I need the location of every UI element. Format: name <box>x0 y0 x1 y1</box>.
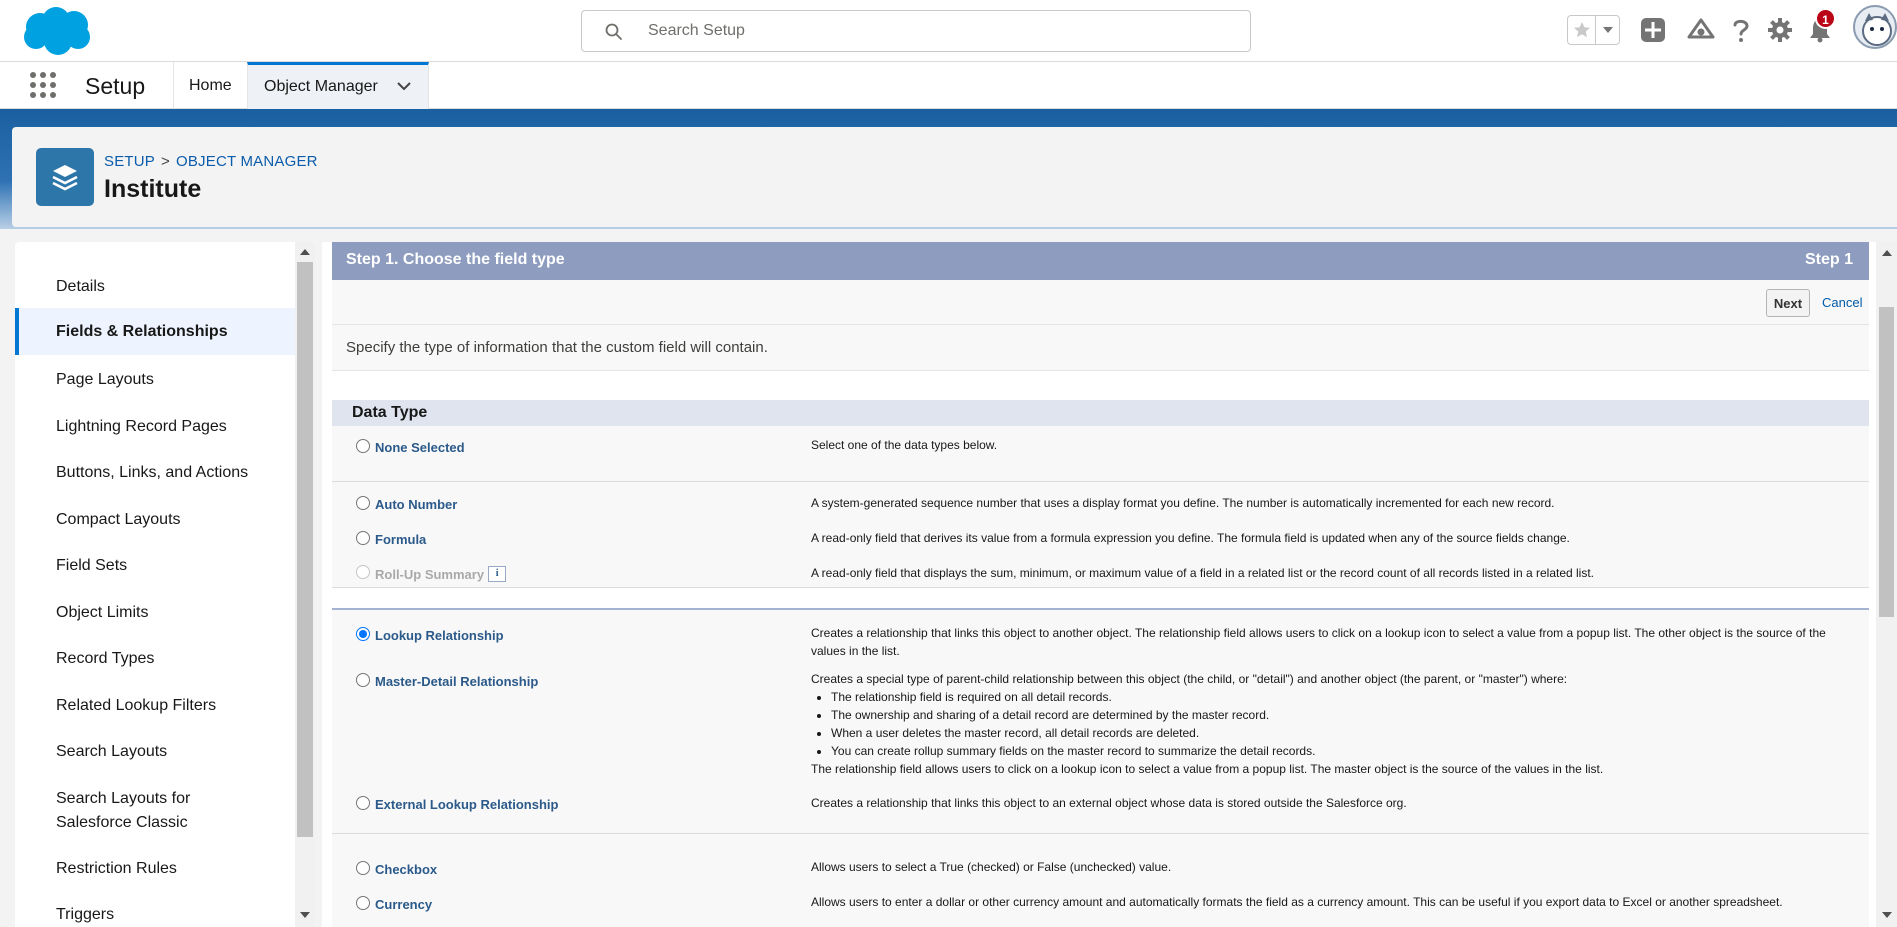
favorites-dropdown-icon[interactable] <box>1595 16 1619 44</box>
option-label: Checkbox <box>375 862 438 877</box>
app-nav-bar <box>0 62 1897 109</box>
help-icon[interactable] <box>1726 15 1756 45</box>
intro-text: Specify the type of information that the custom field will contain. <box>346 339 768 356</box>
sidebar-item-field-sets[interactable]: Field Sets <box>56 557 128 574</box>
radio-formula[interactable] <box>356 531 370 545</box>
trailhead-icon[interactable] <box>1686 15 1716 45</box>
master-detail-description <box>811 670 1856 778</box>
datatype-group-basic <box>332 834 1869 927</box>
sidebar-item-search-layouts[interactable]: Search Layouts <box>56 743 168 760</box>
star-icon[interactable] <box>1568 16 1595 44</box>
data-type-header-label: Data Type <box>352 404 428 421</box>
option-description: Allows users to select a True (checked) or False (unchecked) value. <box>811 860 1172 874</box>
app-launcher-icon[interactable] <box>28 70 58 100</box>
info-icon[interactable]: i <box>488 566 506 582</box>
step-header <box>332 242 1869 280</box>
datatype-group-none <box>332 426 1869 482</box>
radio-checkbox[interactable] <box>356 861 370 875</box>
radio-roll-up-summary <box>356 565 370 579</box>
sidebar-item-related-lookup-filters[interactable]: Related Lookup Filters <box>56 697 217 714</box>
scroll-down-arrow-icon[interactable] <box>300 912 310 918</box>
radio-lookup-relationship[interactable] <box>356 627 370 641</box>
chevron-down-icon[interactable] <box>396 80 412 92</box>
tab-object-manager-label: Object Manager <box>264 78 378 95</box>
option-label: Currency <box>375 897 433 912</box>
scroll-up-arrow-icon[interactable] <box>300 249 310 255</box>
sidebar-item-restriction-rules[interactable]: Restriction Rules <box>56 860 177 877</box>
sidebar-scrollbar[interactable] <box>295 242 315 927</box>
option-description-footer: The relationship field allows users to click on a lookup icon to select a value from a popup list. The master object is the source of the values in the list. <box>811 762 1604 776</box>
sidebar-scroll-thumb[interactable] <box>297 262 313 837</box>
option-currency[interactable] <box>356 897 432 912</box>
gear-icon[interactable] <box>1765 15 1795 45</box>
object-sidebar <box>15 242 315 927</box>
search-input[interactable] <box>648 19 1228 43</box>
sidebar-item-lightning-record-pages[interactable]: Lightning Record Pages <box>56 418 227 435</box>
sidebar-item-search-layouts-classic[interactable] <box>15 787 295 835</box>
option-none-selected[interactable] <box>356 440 465 455</box>
cancel-link[interactable]: Cancel <box>1822 295 1863 310</box>
datatype-group-computed <box>332 482 1869 588</box>
radio-currency[interactable] <box>356 896 370 910</box>
option-lookup-relationship[interactable] <box>356 628 504 643</box>
option-description: A system-generated sequence number that uses a display format you define. The number is automatically incremented for each new record. <box>811 496 1555 510</box>
sidebar-item-page-layouts[interactable]: Page Layouts <box>56 371 154 388</box>
option-description: Creates a relationship that links this object to another object. The relationship field allows users to click on a lookup icon to select a value from a popup list. The other object is the source of the values in the list. <box>811 626 1826 658</box>
option-external-lookup-relationship[interactable] <box>356 797 558 812</box>
favorites-button[interactable] <box>1567 15 1620 45</box>
sidebar-item-triggers[interactable]: Triggers <box>56 906 115 923</box>
sidebar-item-fields-relationships[interactable]: Fields & Relationships <box>15 308 295 355</box>
option-auto-number[interactable] <box>356 497 457 512</box>
option-checkbox[interactable] <box>356 862 437 877</box>
option-label: External Lookup Relationship <box>375 797 559 812</box>
breadcrumb <box>104 153 318 170</box>
sidebar-item-record-types[interactable]: Record Types <box>56 650 155 667</box>
bullet-item: • When a user deletes the master record, all detail records are deleted. <box>831 724 1856 742</box>
option-label: Lookup Relationship <box>375 628 504 643</box>
user-avatar[interactable] <box>1853 5 1897 49</box>
app-name: Setup <box>85 73 146 99</box>
search-icon <box>604 22 624 42</box>
bullet-item: • You can create rollup summary fields on the master record to summarize the detail records. <box>831 742 1856 760</box>
global-actions-icon[interactable] <box>1638 15 1668 45</box>
option-formula[interactable] <box>356 532 426 547</box>
tab-home-label: Home <box>189 76 232 94</box>
option-description: Allows users to enter a dollar or other currency amount and automatically formats the field as a currency amount. This can be useful if you export data to Excel or another spreadsheet. <box>811 895 1783 909</box>
option-master-detail-relationship[interactable] <box>356 674 538 689</box>
radio-auto-number[interactable] <box>356 496 370 510</box>
next-button[interactable]: Next <box>1766 289 1810 317</box>
notification-count-badge: 1 <box>1815 8 1836 29</box>
option-description: A read-only field that derives its value from a formula expression you define. The formula field is updated when any of the source fields change. <box>811 531 1570 545</box>
option-label: Master-Detail Relationship <box>375 674 539 689</box>
datatype-group-relationships <box>332 608 1869 834</box>
radio-master-detail-relationship[interactable] <box>356 673 370 687</box>
global-search[interactable] <box>581 10 1251 52</box>
radio-none-selected[interactable] <box>356 439 370 453</box>
master-detail-bullets <box>831 688 1856 760</box>
sidebar-item-compact-layouts[interactable]: Compact Layouts <box>56 511 181 528</box>
main-content <box>322 242 1897 927</box>
sidebar-item-buttons-links-actions[interactable]: Buttons, Links, and Actions <box>56 464 249 481</box>
sidebar-item-label-line-2: Salesforce Classic <box>56 814 188 831</box>
option-label: None Selected <box>375 440 465 455</box>
radio-external-lookup-relationship[interactable] <box>356 796 370 810</box>
option-label: Roll-Up Summary <box>375 566 485 582</box>
tab-home[interactable] <box>173 62 247 109</box>
option-roll-up-summary <box>356 566 506 582</box>
data-type-header <box>332 400 1869 426</box>
option-label: Auto Number <box>375 497 458 512</box>
scroll-up-arrow-icon[interactable] <box>1882 250 1892 256</box>
option-description: Creates a special type of parent-child relationship between this object (the child, or "detail") and another object (the parent, or "master") where: <box>811 672 1568 686</box>
global-header <box>0 0 1897 62</box>
sidebar-item-details[interactable]: Details <box>56 278 105 295</box>
sidebar-item-object-limits[interactable]: Object Limits <box>56 604 149 621</box>
option-description: A read-only field that displays the sum, minimum, or maximum value of a field in a related list or the record count of all records listed in a related list. <box>811 566 1595 580</box>
sidebar-item-label-line-1: Search Layouts for <box>56 790 191 807</box>
page-header <box>12 127 1897 227</box>
breadcrumb-object-manager[interactable]: OBJECT MANAGER <box>175 153 318 170</box>
option-label: Formula <box>375 532 427 547</box>
breadcrumb-setup[interactable]: SETUP <box>104 153 156 170</box>
scroll-down-arrow-icon[interactable] <box>1882 912 1892 918</box>
option-description: Select one of the data types below. <box>811 438 998 452</box>
object-layers-icon <box>36 148 94 206</box>
breadcrumb-separator: > <box>161 153 170 170</box>
tab-object-manager[interactable] <box>247 62 429 109</box>
step-label: Step 1 <box>1804 251 1853 268</box>
bullet-item: • The ownership and sharing of a detail record are determined by the master record. <box>831 706 1856 724</box>
page-title: Institute <box>104 175 202 203</box>
option-description: Creates a relationship that links this object to an external object whose data is stored outside the Salesforce org. <box>811 796 1407 810</box>
bullet-item: • The relationship field is required on all detail records. <box>831 688 1856 706</box>
step-title: Step 1. Choose the field type <box>346 251 565 268</box>
main-scroll-thumb[interactable] <box>1879 307 1894 617</box>
salesforce-logo-icon[interactable] <box>18 5 94 57</box>
intro-text-row <box>332 325 1869 371</box>
button-row <box>332 280 1869 325</box>
main-scrollbar[interactable] <box>1876 242 1897 927</box>
